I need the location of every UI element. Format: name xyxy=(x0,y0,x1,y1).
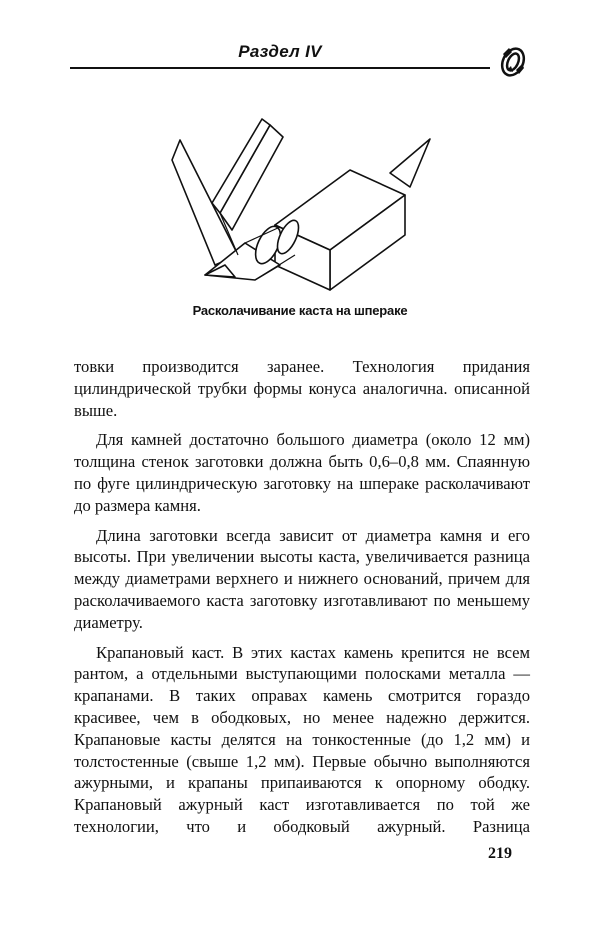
body-text xyxy=(74,356,530,846)
paragraph: Крапановый каст. В этих кастах камень крепится не всем рантом, а отдельными выступающими полосками металла — крапанами. В таких оправах камень смотрится гораздо красивее, чем в ободковых, но менее надежно держится. Крапановые касты делятся на тонкостенные (до 1,2 мм) и толстостенные (свыше 1,2 мм). Первые обычно выполняются ажурными, и крапаны припаиваются к опорному ободку. Крапановый ажурный каст изготавливается по той же технологии, что и ободковый ажурный. Разница xyxy=(74,642,530,836)
paragraph: Длина заготовки всегда зависит от диаметра камня и его высоты. При увеличении высоты каста, увеличивается разница между диаметрами верхнего и нижнего оснований, причем для расколачиваемого каста заготовку изготавливают по меньшему диаметру. xyxy=(74,525,530,632)
illustration-mandrel xyxy=(150,115,450,295)
paragraph: товки производится заранее. Технология придания цилиндрической трубки формы конуса аналогична. описанной выше. xyxy=(74,357,530,420)
running-header xyxy=(70,38,490,68)
page-number: 219 xyxy=(488,845,512,862)
figure-caption: Расколачивание каста на шпераке xyxy=(192,303,408,318)
ring-icon xyxy=(495,40,531,80)
header-rule xyxy=(70,67,490,69)
paragraph: Для камней достаточно большого диаметра (около 12 мм) толщина стенок заготовки должна быть 0,6–0,8 мм. Спаянную по фуге цилиндрическую заготовку на шпераке расколачивают до размера камня. xyxy=(74,430,530,515)
right-spike xyxy=(390,139,430,187)
section-title: Раздел IV xyxy=(238,42,322,61)
